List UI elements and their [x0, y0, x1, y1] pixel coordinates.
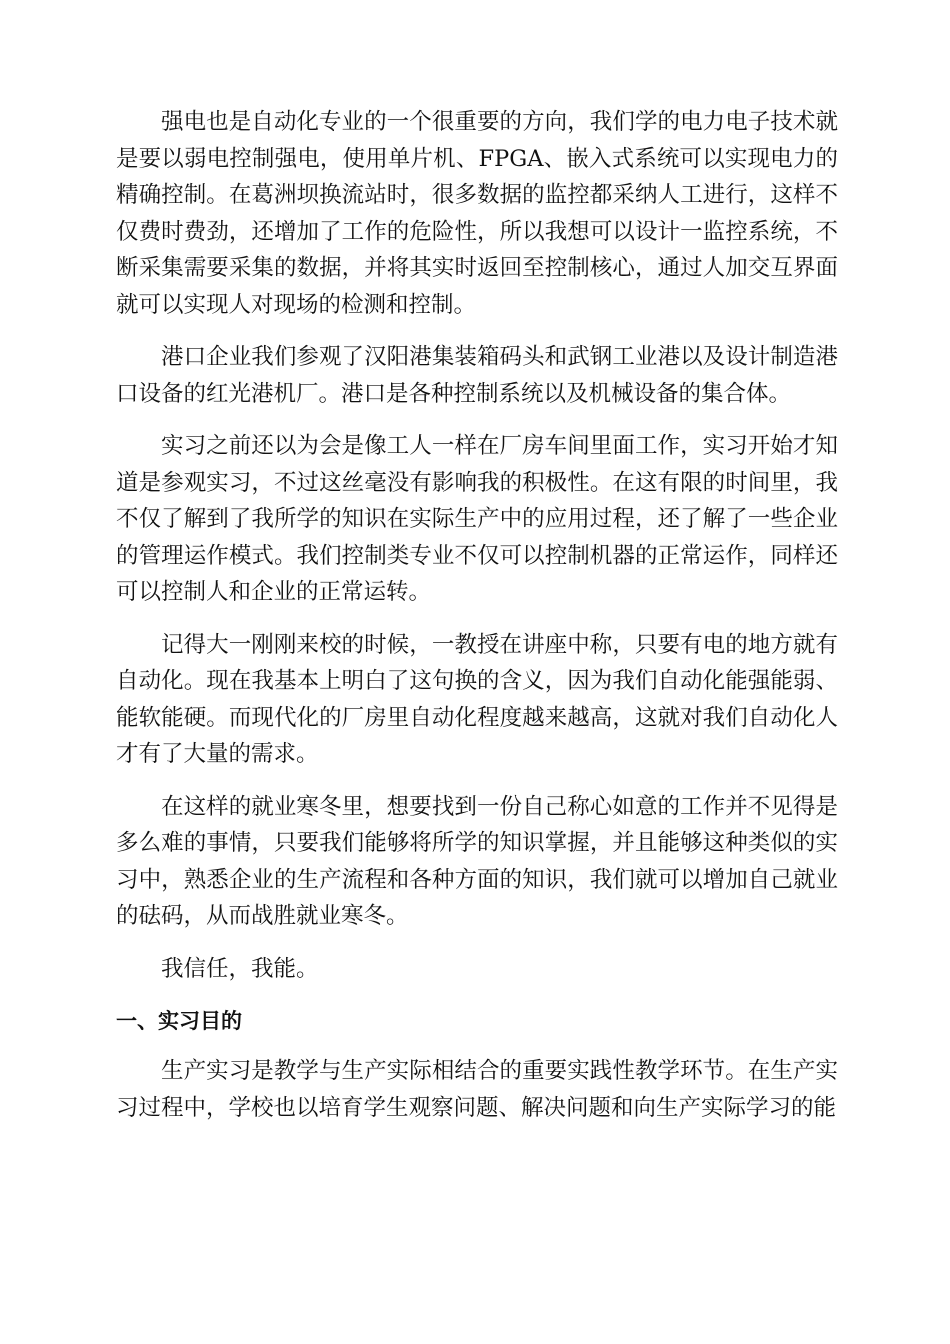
- paragraph-internship-expectations: 实习之前还以为会是像工人一样在厂房车间里面工作，实习开始才知道是参观实习，不过这丝毫没有影响我的积极性。在这有限的时间里，我不仅了解到了我所学的知识在实际生产中的应用过程，还了解了一些企业的管理运作模式。我们控制类专业不仅可以控制机器的正常运作，同样还可以控制人和企业的正常运转。: [116, 433, 838, 605]
- paragraph-employment-winter: 在这样的就业寒冬里，想要找到一份自己称心如意的工作并不见得是多么难的事情，只要我们能够将所学的知识掌握，并且能够这种类似的实习中，熟悉企业的生产流程和各种方面的知识，我们就可以增加自己就业的砝码，从而战胜就业寒冬。: [116, 793, 838, 929]
- paragraph-power-electronics: 强电也是自动化专业的一个很重要的方向，我们学的电力电子技术就是要以弱电控制强电，使用单片机、FPGA、嵌入式系统可以实现电力的精确控制。在葛洲坝换流站时，很多数据的监控都采纳人工进行，这样不仅费时费劲，还增加了工作的危险性，所以我想可以设计一监控系统，不断采集需要采集的数据，并将其实时返回至控制核心，通过人加交互界面就可以实现人对现场的检测和控制。: [116, 109, 838, 318]
- paragraph-internship-purpose: 生产实习是教学与生产实际相结合的重要实践性教学环节。在生产实习过程中，学校也以培育学生观察问题、解决问题和向生产实际学习的能: [116, 1058, 838, 1121]
- paragraph-confidence: 我信任，我能。: [161, 955, 319, 982]
- paragraph-port-enterprises: 港口企业我们参观了汉阳港集装箱码头和武钢工业港以及设计制造港口设备的红光港机厂。港口是各种控制系统以及机械设备的集合体。: [116, 344, 838, 407]
- paragraph-automation-meaning: 记得大一刚刚来校的时候，一教授在讲座中称，只要有电的地方就有自动化。现在我基本上明白了这句换的含义，因为我们自动化能强能弱、能软能硬。而现代化的厂房里自动化程度越来越高，这就对我们自动化人才有了大量的需求。: [116, 631, 838, 767]
- section-heading-internship-purpose: 一、实习目的: [116, 1009, 242, 1033]
- document-body: [116, 104, 838, 1142]
